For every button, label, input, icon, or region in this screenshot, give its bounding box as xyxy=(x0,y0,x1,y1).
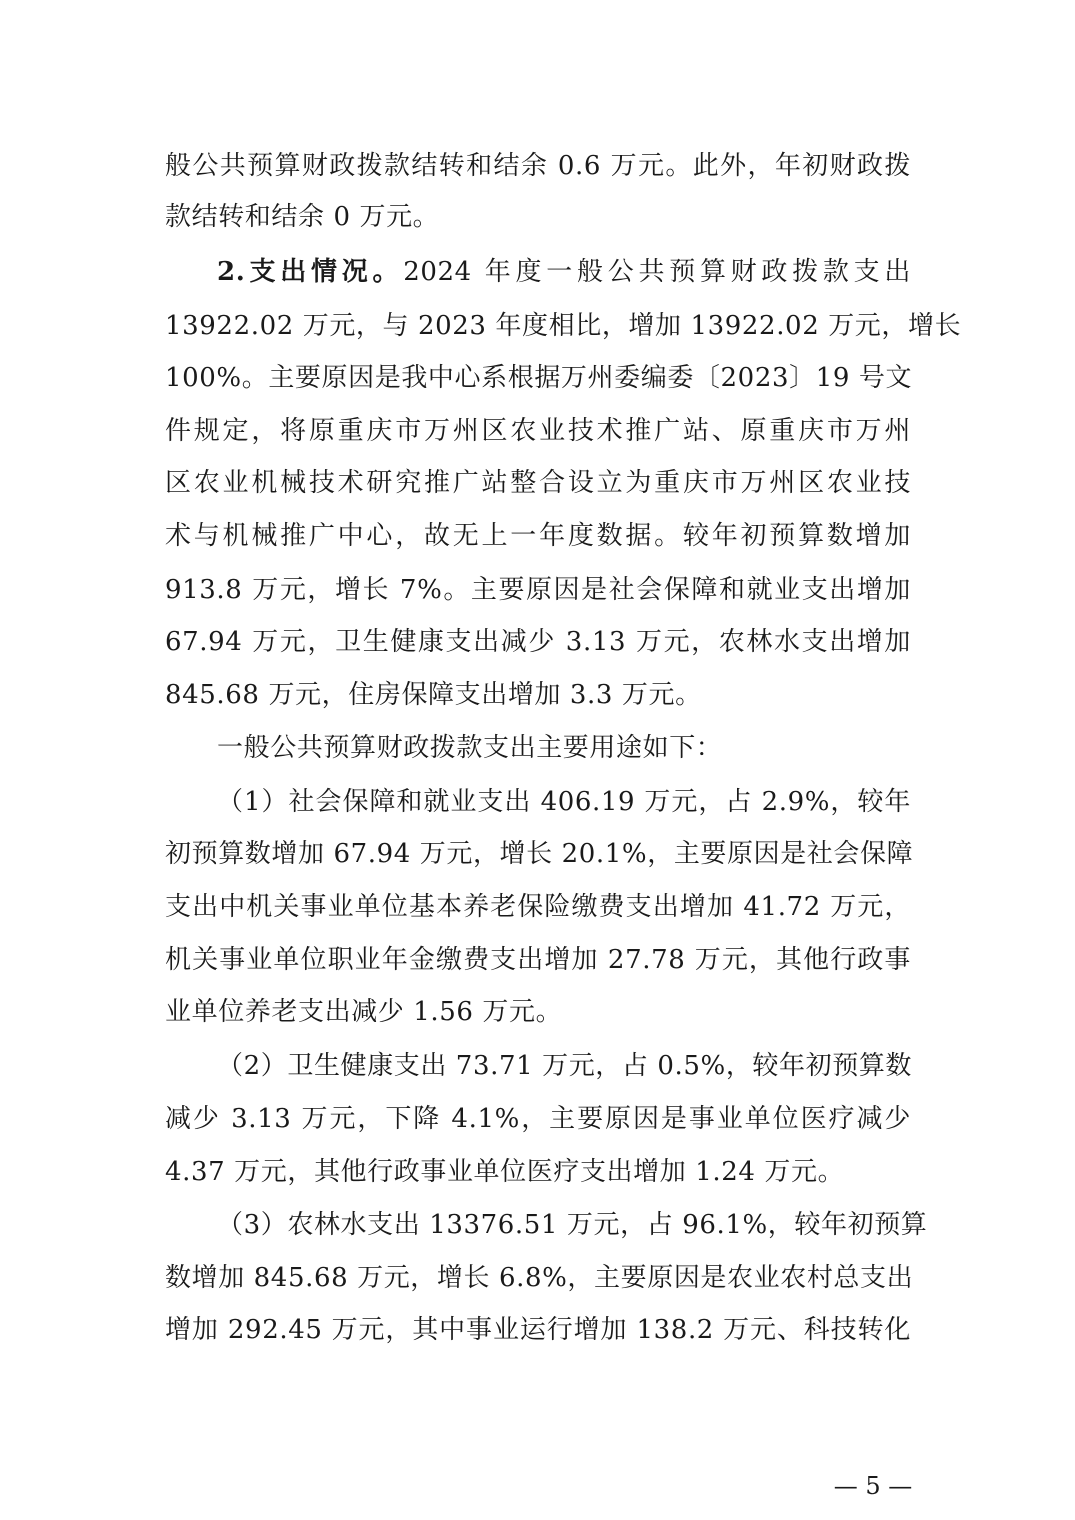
paragraph-line: 支出中机关事业单位基本养老保险缴费支出增加 41.72 万元， xyxy=(165,892,911,922)
paragraph-line: 数增加 845.68 万元，增长 6.8%，主要原因是农业农村总支出 xyxy=(165,1263,914,1293)
paragraph-line: 一般公共预算财政拨款支出主要用途如下： xyxy=(217,733,723,763)
paragraph-line: （2）卫生健康支出 73.71 万元，占 0.5%，较年初预算数 xyxy=(217,1051,913,1081)
paragraph-line: 业单位养老支出减少 1.56 万元。 xyxy=(165,997,563,1027)
paragraph-line: 13922.02 万元，与 2023 年度相比，增加 13922.02 万元，增长 xyxy=(165,311,962,341)
paragraph-line: 67.94 万元，卫生健康支出减少 3.13 万元，农林水支出增加 xyxy=(165,627,911,657)
section-heading: 2.支出情况。 xyxy=(217,257,404,287)
paragraph-line: 术与机械推广中心，故无上一年度数据。较年初预算数增加 xyxy=(165,521,911,551)
paragraph-line: 机关事业单位职业年金缴费支出增加 27.78 万元，其他行政事 xyxy=(165,945,911,975)
section-heading-line xyxy=(217,252,911,292)
paragraph-line: 增加 292.45 万元，其中事业运行增加 138.2 万元、科技转化 xyxy=(165,1315,911,1345)
paragraph-line: 4.37 万元，其他行政事业单位医疗支出增加 1.24 万元。 xyxy=(165,1157,845,1187)
paragraph-line: 减少 3.13 万元，下降 4.1%，主要原因是事业单位医疗减少 xyxy=(165,1104,911,1134)
paragraph-line: 初预算数增加 67.94 万元，增长 20.1%，主要原因是社会保障 xyxy=(165,839,914,869)
page-number: — 5 — xyxy=(833,1472,913,1500)
paragraph-line: 845.68 万元，住房保障支出增加 3.3 万元。 xyxy=(165,680,702,710)
paragraph-line: 款结转和结余 0 万元。 xyxy=(165,202,440,232)
paragraph-line: 般公共预算财政拨款结转和结余 0.6 万元。此外，年初财政拨 xyxy=(165,151,911,181)
paragraph-line: （3）农林水支出 13376.51 万元，占 96.1%，较年初预算 xyxy=(217,1210,928,1240)
paragraph-line: 区农业机械技术研究推广站整合设立为重庆市万州区农业技 xyxy=(165,468,911,498)
paragraph-line: 913.8 万元，增长 7%。主要原因是社会保障和就业支出增加 xyxy=(165,575,911,605)
paragraph-text: 2024 年度一般公共预算财政拨款支出 xyxy=(403,257,911,287)
paragraph-line: （1）社会保障和就业支出 406.19 万元，占 2.9%，较年 xyxy=(217,787,911,817)
paragraph-line: 件规定，将原重庆市万州区农业技术推广站、原重庆市万州 xyxy=(165,416,911,446)
paragraph-line: 100%。主要原因是我中心系根据万州委编委〔2023〕19 号文 xyxy=(165,363,913,393)
